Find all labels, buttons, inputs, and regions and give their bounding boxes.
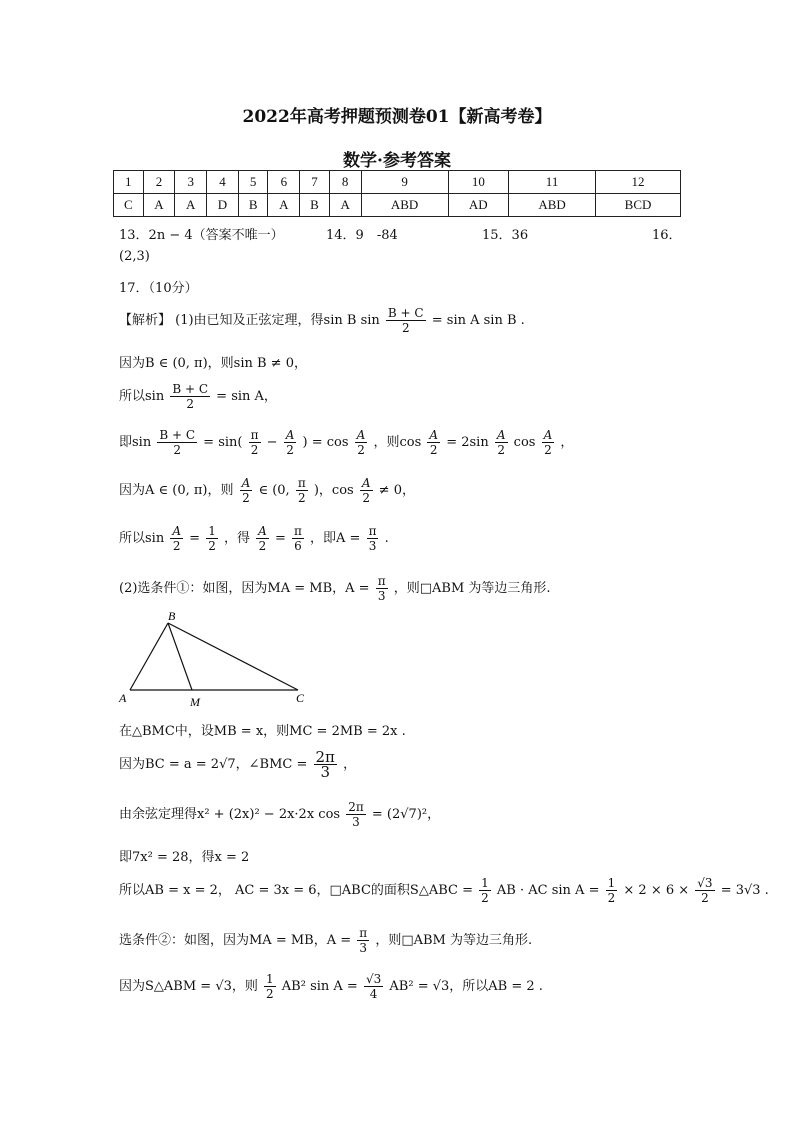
- numerator: A: [241, 476, 251, 490]
- text: −: [266, 435, 278, 450]
- solution-condition2: [119, 926, 532, 955]
- text: 由余弦定理得x² + (2x)² − 2x·2x cos: [119, 807, 341, 822]
- fraction: [376, 574, 388, 603]
- denominator: 2: [357, 443, 365, 457]
- denominator: 2: [701, 891, 709, 905]
- fraction: [606, 876, 618, 905]
- text: ，: [343, 757, 357, 772]
- text: = 2sin: [446, 435, 489, 450]
- text: ，则cos: [373, 435, 422, 450]
- solution-line-6: [119, 524, 389, 553]
- denominator: 2: [266, 987, 274, 1001]
- text: ，则□ABM 为等边三角形.: [375, 933, 533, 948]
- text: AB² = √3，所以AB = 2 .: [389, 979, 543, 994]
- numerator: B + C: [159, 428, 196, 442]
- fraction: [367, 524, 379, 553]
- vertex-label-A: A: [119, 691, 127, 705]
- text: 所以sin: [119, 389, 165, 404]
- denominator: 3: [320, 763, 330, 781]
- denominator: 2: [173, 443, 181, 457]
- q16-label: 16．: [652, 228, 682, 243]
- text: cos: [513, 435, 536, 450]
- denominator: 2: [172, 539, 181, 553]
- denominator: 2: [186, 397, 194, 411]
- text: × 2 × 6 ×: [623, 883, 690, 898]
- question-number-cell: 3: [175, 171, 207, 194]
- text: ，即A =: [310, 531, 361, 546]
- answer-cell: AD: [448, 194, 508, 217]
- text: = (2√7)²，: [371, 807, 441, 822]
- text: = 3√3 .: [720, 883, 769, 898]
- text: 因为S△ABM = √3，则: [119, 979, 258, 994]
- fraction: [314, 750, 337, 779]
- fraction: [695, 876, 714, 905]
- denominator: 2: [362, 491, 371, 505]
- numerator: A: [543, 428, 553, 442]
- fraction: [296, 476, 308, 505]
- denominator: 6: [294, 539, 302, 553]
- q17-heading: 17．（10分）: [119, 281, 198, 296]
- denominator: 3: [359, 941, 368, 955]
- q16-answer: (2,3): [119, 249, 150, 264]
- text: 因为A ∈ (0, π)，则: [119, 483, 234, 498]
- answer-cell: BCD: [596, 194, 681, 217]
- fraction: [495, 428, 508, 457]
- numerator: π: [377, 574, 386, 588]
- solution-part2-condition1: [119, 574, 551, 603]
- answer-table-number-row: [114, 171, 681, 194]
- text: )，cos: [313, 483, 354, 498]
- solution-line-5: [119, 476, 415, 505]
- denominator: 2: [208, 539, 216, 553]
- fraction: [170, 382, 210, 411]
- text: ，: [560, 435, 574, 450]
- text: AB · AC sin A =: [496, 883, 600, 898]
- denominator: 2: [250, 443, 259, 457]
- denominator: 3: [368, 539, 377, 553]
- fraction: [249, 428, 261, 457]
- fraction: [170, 524, 183, 553]
- denominator: 2: [401, 321, 410, 335]
- text: ，得: [223, 531, 250, 546]
- answer-cell: A: [143, 194, 175, 217]
- numerator: √3: [697, 876, 713, 890]
- numerator: √3: [365, 972, 382, 986]
- text: AB² sin A =: [281, 979, 358, 994]
- fraction: [284, 428, 297, 457]
- fraction: [206, 524, 218, 553]
- text: =: [189, 531, 201, 546]
- denominator: 2: [297, 491, 306, 505]
- segment-BC: [168, 623, 298, 690]
- answer-cell: B: [238, 194, 268, 217]
- text: ，则□ABM 为等边三角形.: [393, 581, 551, 596]
- numerator: A: [361, 476, 371, 490]
- numerator: π: [294, 524, 302, 538]
- solution-line-9: [119, 800, 440, 829]
- numerator: 2π: [348, 800, 364, 814]
- answer-cell: ABD: [509, 194, 596, 217]
- numerator: A: [429, 428, 439, 442]
- answer-cell: C: [114, 194, 144, 217]
- text: 即sin: [119, 435, 152, 450]
- solution-line-2: 因为B ∈ (0, π)，则sin B ≠ 0，: [119, 356, 307, 371]
- solution-line-4: [119, 428, 573, 457]
- vertex-label-C: C: [296, 691, 305, 705]
- triangle-figure: [110, 608, 320, 713]
- numerator: 1: [607, 876, 616, 890]
- numerator: A: [496, 428, 506, 442]
- denominator: 2: [497, 443, 506, 457]
- solution-line-10: 即7x² = 28，得x = 2: [119, 850, 250, 865]
- numerator: 1: [266, 972, 274, 986]
- fraction: [386, 306, 426, 335]
- question-number-cell: 2: [143, 171, 175, 194]
- denominator: 2: [258, 539, 267, 553]
- denominator: 2: [481, 891, 489, 905]
- answer-cell: ABD: [361, 194, 448, 217]
- answer-cell: D: [207, 194, 239, 217]
- numerator: 1: [481, 876, 489, 890]
- denominator: 3: [377, 589, 386, 603]
- answer-table-answer-row: [114, 194, 681, 217]
- numerator: π: [368, 524, 377, 538]
- fraction: [157, 428, 197, 457]
- text: ) = cos: [302, 435, 349, 450]
- numerator: 2π: [315, 748, 335, 766]
- answer-cell: A: [268, 194, 300, 217]
- text: = sin(: [203, 435, 243, 450]
- fraction: [360, 476, 373, 505]
- segment-AB: [130, 623, 168, 690]
- page-title: 2022年高考押题预测卷01【新高考卷】: [242, 107, 552, 127]
- question-number-cell: 10: [448, 171, 508, 194]
- question-number-cell: 8: [329, 171, 361, 194]
- question-number-cell: 4: [207, 171, 239, 194]
- numerator: π: [359, 926, 368, 940]
- text: ∈ (0,: [258, 483, 290, 498]
- denominator: 2: [607, 891, 616, 905]
- numerator: π: [297, 476, 306, 490]
- point-label-M: M: [190, 695, 200, 709]
- text: 所以sin: [119, 531, 165, 546]
- fraction: [357, 926, 369, 955]
- q14-answer: 14．9 -84: [326, 228, 398, 243]
- fraction: [240, 476, 253, 505]
- question-number-cell: 6: [268, 171, 300, 194]
- numerator: π: [250, 428, 259, 442]
- text: (2)选条件①：如图，因为MA = MB，A =: [119, 581, 370, 596]
- fraction: [364, 972, 383, 1001]
- solution-line-11: [119, 876, 769, 905]
- fraction: [256, 524, 269, 553]
- question-number-cell: 12: [596, 171, 681, 194]
- answer-cell: A: [329, 194, 361, 217]
- denominator: 2: [242, 491, 250, 505]
- fraction: [292, 524, 304, 553]
- fraction: [542, 428, 555, 457]
- fraction: [355, 428, 368, 457]
- denominator: 2: [429, 443, 438, 457]
- question-number-cell: 7: [300, 171, 330, 194]
- solution-line-13: [119, 972, 543, 1001]
- text: = sin A，: [216, 389, 277, 404]
- solution-line-8: [119, 750, 356, 779]
- solution-line-3: [119, 382, 277, 411]
- denominator: 4: [369, 987, 378, 1001]
- solution-line-1: [119, 306, 525, 335]
- text: =: [274, 531, 286, 546]
- q13-answer: 13．2n − 4（答案不唯一）: [119, 228, 284, 243]
- text: ≠ 0，: [378, 483, 415, 498]
- answer-cell: B: [300, 194, 330, 217]
- question-number-cell: 1: [114, 171, 144, 194]
- numerator: 1: [208, 524, 216, 538]
- denominator: 2: [286, 443, 294, 457]
- fraction: [346, 800, 366, 829]
- fraction: [264, 972, 276, 1001]
- question-number-cell: 9: [361, 171, 448, 194]
- text: 【解析】 (1)由已知及正弦定理，得sin B sin: [119, 313, 380, 328]
- numerator: A: [356, 428, 366, 442]
- fraction: [479, 876, 491, 905]
- solution-line-7: 在△BMC中，设MB = x，则MC = 2MB = 2x .: [119, 724, 406, 739]
- question-number-cell: 11: [509, 171, 596, 194]
- numerator: B + C: [172, 382, 209, 396]
- text: 所以AB = x = 2， AC = 3x = 6，□ABC的面积S△ABC =: [119, 883, 473, 898]
- q15-answer: 15．36: [482, 228, 529, 243]
- numerator: B + C: [387, 306, 424, 320]
- numerator: A: [258, 524, 267, 538]
- text: = sin A sin B .: [431, 313, 525, 328]
- answer-table: [113, 170, 681, 217]
- text: .: [384, 531, 389, 546]
- text: 因为BC = a = 2√7，∠BMC =: [119, 757, 308, 772]
- denominator: 3: [352, 815, 360, 829]
- numerator: A: [172, 524, 182, 538]
- vertex-label-B: B: [168, 609, 176, 623]
- numerator: A: [285, 428, 295, 442]
- question-number-cell: 5: [238, 171, 268, 194]
- answer-cell: A: [175, 194, 207, 217]
- text: 选条件②：如图，因为MA = MB，A =: [119, 933, 352, 948]
- denominator: 2: [544, 443, 552, 457]
- fraction: [427, 428, 440, 457]
- page-subtitle: 数学·参考答案: [343, 151, 451, 171]
